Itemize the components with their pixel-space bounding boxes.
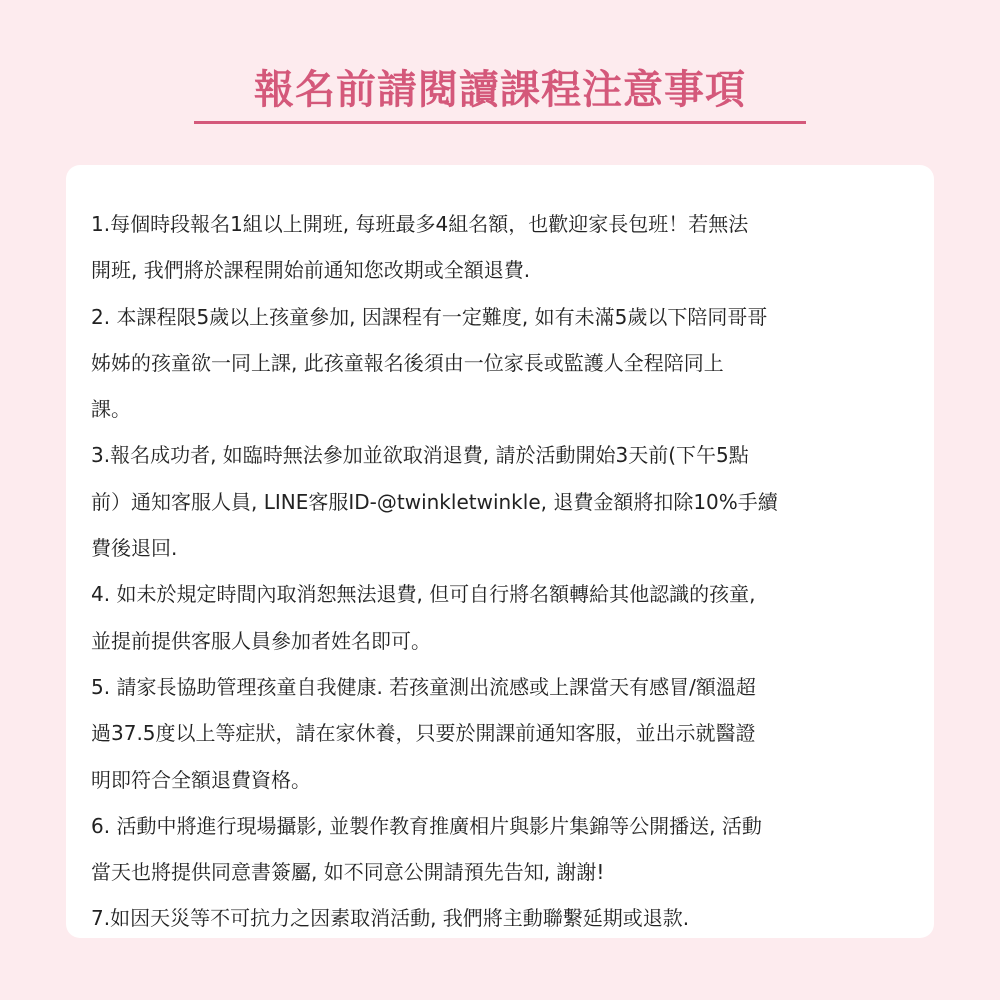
- note-line: 過37.5度以上等症狀，請在家休養，只要於開課前通知客服，並出示就醫證: [91, 721, 756, 746]
- note-line: 姊姊的孩童欲一同上課, 此孩童報名後須由一位家長或監護人全程陪同上: [91, 350, 724, 375]
- page-title: 報名前請閱讀課程注意事項: [254, 67, 746, 113]
- note-line: 費後退回.: [91, 536, 178, 561]
- note-line: 5. 請家長協助管理孩童自我健康. 若孩童測出流感或上課當天有感冒/額溫超: [91, 674, 756, 699]
- note-line: 4. 如未於規定時間內取消恕無法退費, 但可自行將名額轉給其他認識的孩童,: [91, 582, 756, 607]
- note-line: 課。: [91, 397, 131, 422]
- note-line: 開班, 我們將於課程開始前通知您改期或全額退費.: [91, 258, 531, 283]
- note-line: 明即符合全額退費資格。: [91, 767, 311, 792]
- note-line: 當天也將提供同意書簽屬, 如不同意公開請預先告知, 謝謝!: [91, 860, 605, 885]
- note-line: 1.每個時段報名1組以上開班, 每班最多4組名額，也歡迎家長包班！若無法: [91, 212, 749, 236]
- note-line: 6. 活動中將進行現場攝影, 並製作教育推廣相片與影片集錦等公開播送, 活動: [91, 813, 762, 838]
- note-line: 7.如因天災等不可抗力之因素取消活動, 我們將主動聯繫延期或退款.: [91, 906, 690, 931]
- note-line: 前）通知客服人員, LINE客服ID-@twinkletwinkle, 退費金額將扣除10%手續: [91, 489, 778, 514]
- title-underline: [194, 121, 806, 124]
- note-line: 2. 本課程限5歲以上孩童參加, 因課程有一定難度, 如有未滿5歲以下陪同哥哥: [91, 304, 768, 329]
- note-line: 3.報名成功者, 如臨時無法參加並欲取消退費, 請於活動開始3天前(下午5點: [91, 443, 749, 468]
- notes-list: [91, 201, 911, 942]
- note-line: 並提前提供客服人員參加者姓名即可。: [91, 628, 431, 653]
